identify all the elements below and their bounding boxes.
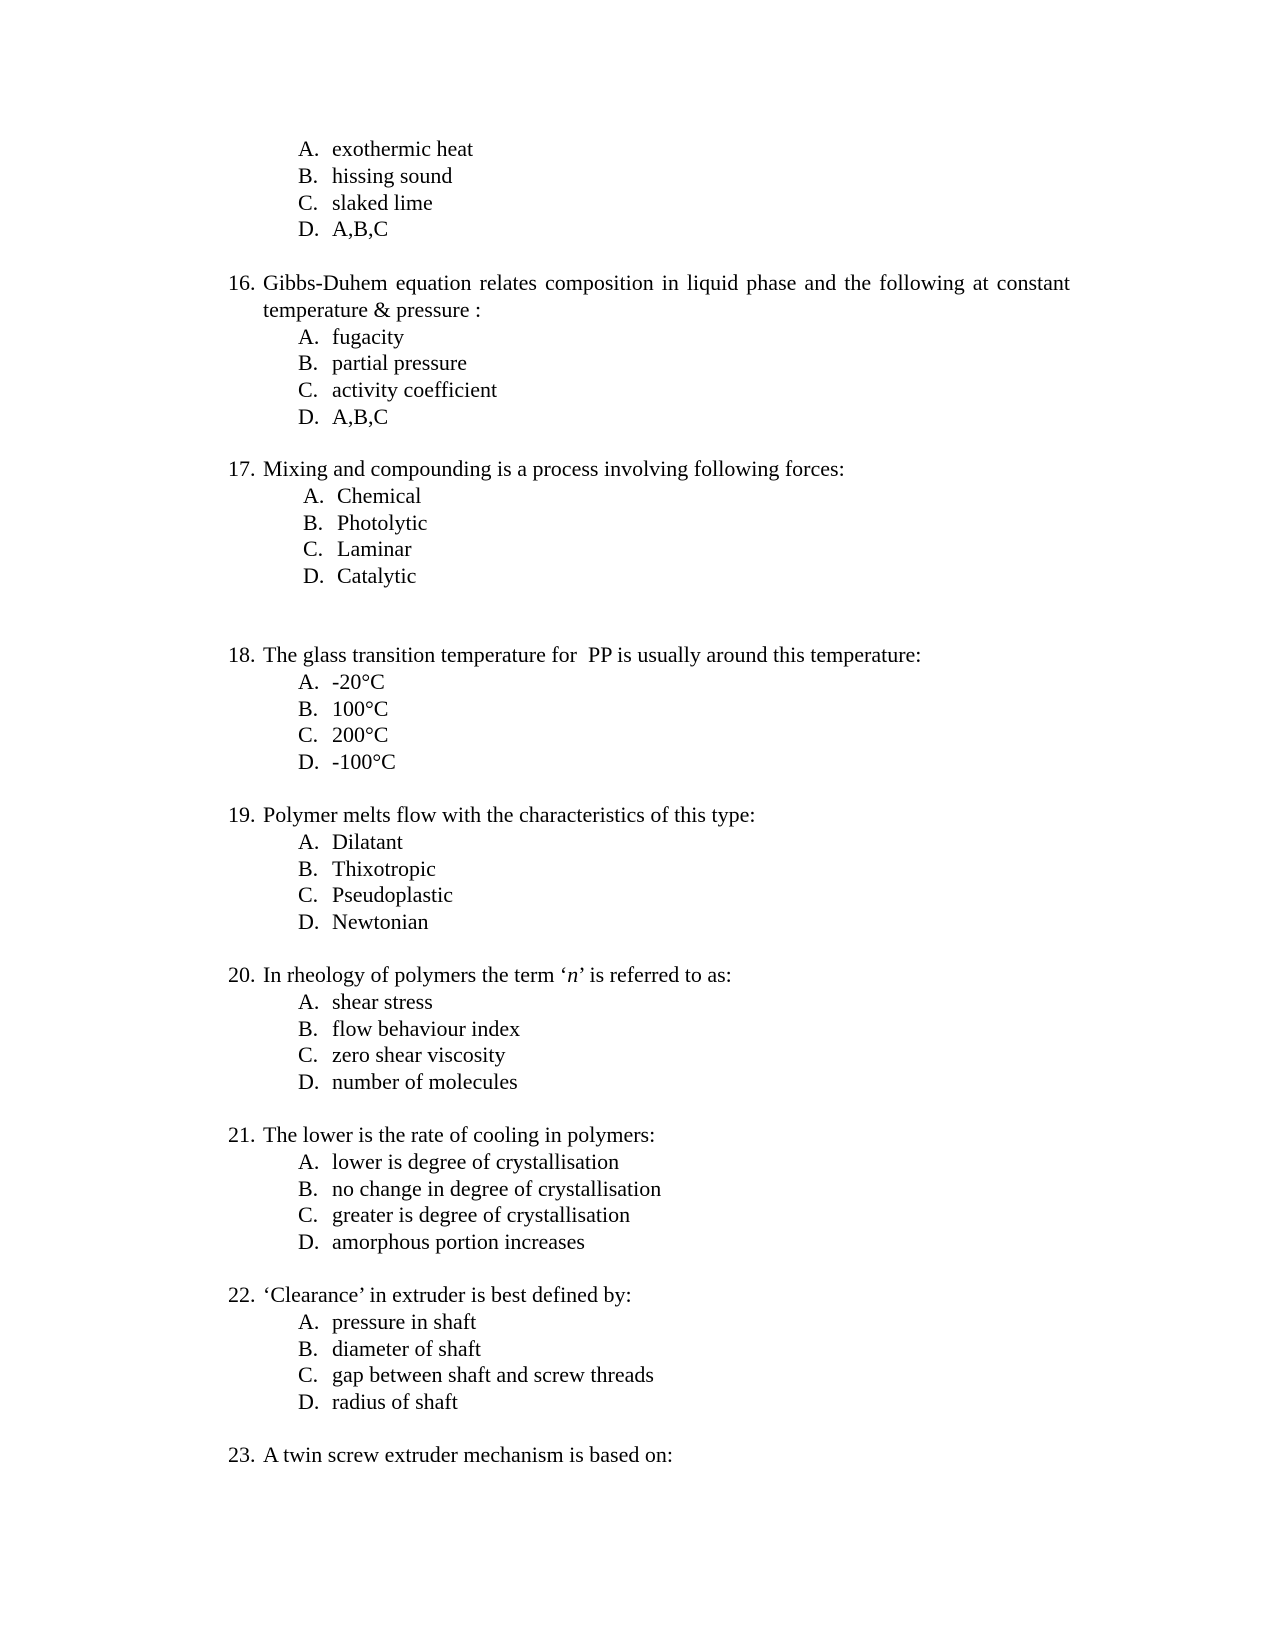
option-item <box>298 882 1140 909</box>
option-item <box>298 749 1140 776</box>
option-list <box>298 989 1140 1096</box>
question-16 <box>228 270 1070 431</box>
question-text <box>263 962 1070 989</box>
option-text: radius of shaft <box>332 1389 458 1415</box>
option-text: lower is degree of crystallisation <box>332 1148 620 1174</box>
option-letter: B. <box>298 855 319 881</box>
question-stem <box>228 962 1070 989</box>
option-text: slaked lime <box>332 189 433 215</box>
question-text: A twin screw extruder mechanism is based on: <box>263 1442 673 1467</box>
question-text: ‘Clearance’ in extruder is best defined by: <box>263 1282 632 1307</box>
option-item <box>298 404 1140 431</box>
option-item <box>298 989 1140 1016</box>
option-letter: C. <box>298 377 319 403</box>
option-text: A,B,C <box>332 216 389 242</box>
option-item <box>298 1176 1140 1203</box>
option-letter: B. <box>298 1335 319 1361</box>
question-stem <box>228 456 1070 483</box>
option-item <box>298 163 473 190</box>
question-text-italic: n <box>567 962 579 987</box>
option-letter: B. <box>298 695 319 721</box>
option-letter: D. <box>298 1069 320 1095</box>
option-item <box>298 1069 1140 1096</box>
option-letter: D. <box>298 909 320 935</box>
option-item <box>298 377 1140 404</box>
option-text: Pseudoplastic <box>332 882 453 908</box>
option-text: 100°C <box>332 695 389 721</box>
question-stem <box>228 1442 1070 1469</box>
question-number: 19. <box>228 802 256 827</box>
question-text: The lower is the rate of cooling in polymers: <box>263 1122 656 1147</box>
option-text: Catalytic <box>337 563 417 589</box>
question-21 <box>228 1122 1070 1256</box>
option-text: number of molecules <box>332 1069 518 1095</box>
option-letter: A. <box>298 323 320 349</box>
question-20 <box>228 962 1070 1096</box>
option-text: no change in degree of crystallisation <box>332 1175 662 1201</box>
option-letter: C. <box>298 1362 319 1388</box>
option-item <box>298 909 1140 936</box>
question-text: Polymer melts flow with the characteristics of this type: <box>263 802 756 827</box>
option-letter: C. <box>298 1042 319 1068</box>
option-text: A,B,C <box>332 403 389 429</box>
option-item <box>298 1202 1140 1229</box>
option-letter: D. <box>298 1229 320 1255</box>
question-23 <box>228 1442 1070 1469</box>
option-item <box>303 483 1145 510</box>
question-22 <box>228 1282 1070 1416</box>
option-letter: D. <box>298 1389 320 1415</box>
option-item <box>298 190 473 217</box>
option-item <box>298 829 1140 856</box>
question-number: 17. <box>228 456 256 481</box>
option-text: gap between shaft and screw threads <box>332 1362 654 1388</box>
option-list <box>298 1149 1140 1256</box>
carryover-options <box>298 136 473 243</box>
option-list <box>298 324 1140 431</box>
option-letter: C. <box>303 536 324 562</box>
option-text: exothermic heat <box>332 136 474 161</box>
option-text: Newtonian <box>332 909 429 935</box>
option-item <box>298 1309 1140 1336</box>
option-letter: A. <box>298 1308 320 1334</box>
option-letter: B. <box>298 1015 319 1041</box>
option-text: zero shear viscosity <box>332 1042 506 1068</box>
option-list <box>298 1309 1140 1416</box>
option-item <box>298 722 1140 749</box>
question-stem <box>228 1122 1070 1149</box>
option-letter: A. <box>298 668 320 694</box>
option-item <box>298 136 473 163</box>
option-text: flow behaviour index <box>332 1015 521 1041</box>
option-item <box>298 1149 1140 1176</box>
option-letter: B. <box>298 1175 319 1201</box>
option-text: Chemical <box>337 482 422 508</box>
option-item <box>298 1362 1140 1389</box>
question-text: Mixing and compounding is a process involving following forces: <box>263 456 845 481</box>
option-text: Thixotropic <box>332 855 436 881</box>
option-letter: B. <box>303 509 324 535</box>
option-item <box>298 324 1140 351</box>
question-stem <box>228 642 1070 669</box>
option-letter: A. <box>298 988 320 1014</box>
option-item <box>303 510 1145 537</box>
option-text: 200°C <box>332 722 389 748</box>
option-text: pressure in shaft <box>332 1308 477 1334</box>
option-letter: A. <box>298 136 320 161</box>
option-list <box>298 669 1140 776</box>
option-letter: A. <box>303 482 325 508</box>
option-letter: A. <box>298 1148 320 1174</box>
question-text-part: In rheology of polymers the term ‘ <box>263 962 568 987</box>
option-text: -100°C <box>332 749 396 775</box>
question-stem <box>228 802 1070 829</box>
question-text: Gibbs-Duhem equation relates composition in liquid phase and the following at constant temperature & pressure : <box>263 270 1070 322</box>
option-item <box>298 350 1140 377</box>
option-item <box>303 563 1145 590</box>
question-stem <box>228 270 1070 324</box>
option-item <box>298 669 1140 696</box>
option-letter: D. <box>303 563 325 589</box>
question-19 <box>228 802 1070 936</box>
option-letter: B. <box>298 350 319 376</box>
question-number: 21. <box>228 1122 256 1147</box>
question-number: 23. <box>228 1442 256 1467</box>
option-text: amorphous portion increases <box>332 1229 585 1255</box>
option-item <box>298 696 1140 723</box>
option-item <box>298 1042 1140 1069</box>
option-letter: D. <box>298 403 320 429</box>
question-number: 16. <box>228 270 256 295</box>
option-text: Photolytic <box>337 509 428 535</box>
question-text-part: ’ is referred to as: <box>578 962 732 987</box>
option-text: hissing sound <box>332 162 453 188</box>
question-17 <box>228 456 1070 590</box>
question-stem <box>228 1282 1070 1309</box>
option-letter: C. <box>298 1202 319 1228</box>
option-letter: D. <box>298 216 320 242</box>
option-letter: D. <box>298 749 320 775</box>
question-number: 20. <box>228 962 256 987</box>
option-item <box>298 856 1140 883</box>
option-text: Laminar <box>337 536 412 562</box>
question-text: The glass transition temperature for PP is usually around this temperature: <box>263 642 922 667</box>
option-letter: C. <box>298 189 319 215</box>
question-number: 18. <box>228 642 256 667</box>
option-text: shear stress <box>332 988 433 1014</box>
option-text: fugacity <box>332 323 405 349</box>
option-text: Dilatant <box>332 828 403 854</box>
option-item <box>298 1016 1140 1043</box>
option-item <box>298 216 473 243</box>
option-text: greater is degree of crystallisation <box>332 1202 631 1228</box>
option-text: -20°C <box>332 668 385 694</box>
option-item <box>303 536 1145 563</box>
option-item <box>298 1229 1140 1256</box>
option-list <box>298 829 1140 936</box>
option-letter: A. <box>298 828 320 854</box>
option-list <box>303 483 1145 590</box>
question-number: 22. <box>228 1282 256 1307</box>
option-letter: B. <box>298 162 319 188</box>
option-text: diameter of shaft <box>332 1335 482 1361</box>
option-item <box>298 1389 1140 1416</box>
option-text: activity coefficient <box>332 377 498 403</box>
option-letter: C. <box>298 882 319 908</box>
option-letter: C. <box>298 722 319 748</box>
question-18 <box>228 642 1070 776</box>
option-text: partial pressure <box>332 350 467 376</box>
option-item <box>298 1336 1140 1363</box>
